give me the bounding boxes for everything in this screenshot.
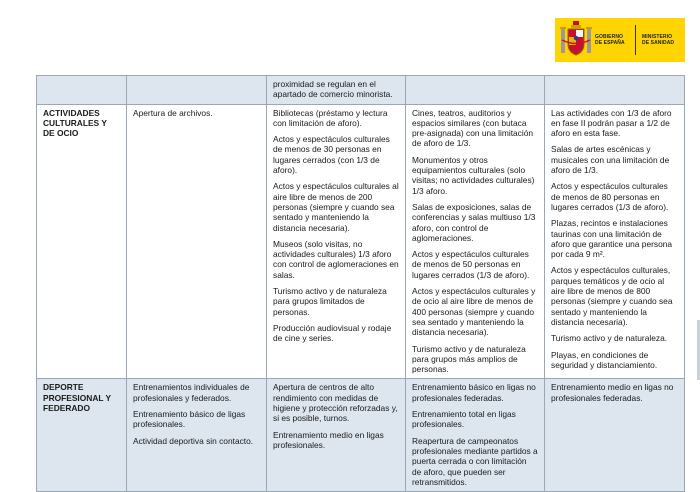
- table-row-continuation: [37, 76, 685, 105]
- cell-item: Actos y espectáculos culturales, parques temáticos y de ocio al aire libre de menos de 800 personas (siempre y cuando sea sentado y manteniendo la distancia necesaria).: [551, 265, 673, 327]
- cell-item: Monumentos y otros equipamientos culturales (solo visitas; no actividades culturales) 1/3 aforo.: [412, 154, 535, 196]
- cell-item: Salas de exposiciones, salas de conferencias y salas multiuso 1/3 aforo, con control de aglomeraciones.: [412, 201, 536, 243]
- table-cell: [267, 104, 406, 379]
- cell-item: Salas de artes escénicas y musicales con una limitación de aforo de 1/3.: [551, 144, 670, 176]
- cell-item: Actos y espectáculos culturales y de ocio al aire libre de menos de 400 personas (siempre y cuando sea sentado y manteniendo la distancia necesaria).: [412, 286, 536, 338]
- coat-of-arms-icon: [559, 20, 593, 60]
- cell-item: Actos y espectáculos culturales de menos de 30 personas en lugares cerrados (con 1/3 de aforo).: [273, 134, 390, 176]
- cell-item: Cines, teatros, auditorios y espacios similares (con butaca pre-asignada) con una limitación de aforo de 1/3.: [412, 107, 534, 149]
- category-label: DEPORTE PROFESIONAL Y FEDERADO: [43, 382, 111, 414]
- cell-item: Entrenamiento medio en ligas profesionales.: [273, 429, 384, 450]
- cell-item: Reapertura de campeonatos profesionales mediante partidos a puerta cerrada o con limitación de aforo, que pueden ser retransmitidos.: [412, 435, 538, 487]
- category-label: ACTIVIDADES CULTURALES Y DE OCIO: [43, 107, 107, 139]
- table-cell: [545, 76, 685, 105]
- cell-item: Turismo activo y de naturaleza para grupos limitados de personas.: [273, 286, 387, 317]
- logo-ministry-text: MINISTERIO DE SANIDAD: [642, 34, 675, 46]
- table-cell: [267, 379, 406, 492]
- cell-item: Plazas, recintos e instalaciones taurinas con una limitación de aforo que garantice una persona por cada 9 m².: [551, 218, 673, 260]
- cell-item: Entrenamiento básico de ligas profesionales.: [133, 409, 246, 430]
- cell-item: Apertura de archivos.: [133, 107, 213, 118]
- table-cell: [127, 104, 267, 379]
- cell-item: Actos y espectáculos culturales de menos de 80 personas en lugares cerrados (1/3 de aforo).: [551, 181, 669, 212]
- cell-item: Las actividades con 1/3 de aforo en fase II podrán pasar a 1/2 de aforo en esta fase.: [551, 107, 672, 139]
- table-row-cultural: [37, 104, 685, 379]
- cell-item: Museos (solo visitas, no actividades culturales) 1/3 aforo con control de aglomeraciones en salas.: [273, 238, 399, 280]
- table-cell: [127, 76, 267, 105]
- cell-item: Entrenamiento medio en ligas no profesionales federadas.: [551, 382, 674, 403]
- cell-item: Actos y espectáculos culturales de menos de 50 personas en lugares cerrados (1/3 de aforo).: [412, 249, 530, 280]
- category-cell: [37, 104, 127, 379]
- table-cell: [545, 379, 685, 492]
- table-cell: [127, 379, 267, 492]
- cell-item: Apertura de centros de alto rendimiento con medidas de higiene y protección reforzadas y, si es posible, turnos.: [273, 382, 398, 424]
- logo-divider: [635, 25, 636, 55]
- cell-item: Producción audiovisual y rodaje de cine y series.: [273, 322, 392, 344]
- category-cell: [37, 379, 127, 492]
- table-cell: [267, 76, 406, 105]
- table-cell: [406, 379, 545, 492]
- cell-item: Actos y espectáculos culturales al aire libre de menos de 200 personas (siempre y cuando sea sentado y manteniendo la distancia necesaria).: [273, 181, 399, 233]
- government-logo: [555, 18, 685, 62]
- cell-item: Entrenamientos individuales de profesionales y federados.: [133, 382, 250, 403]
- cell-item: Entrenamiento total en ligas profesionales.: [412, 409, 516, 430]
- phase-measures-table: [36, 75, 685, 492]
- table-cell: [406, 76, 545, 105]
- cell-item: Actividad deportiva sin contacto.: [133, 435, 254, 446]
- table-cell: [37, 76, 127, 105]
- table-row-sport: [37, 379, 685, 492]
- cell-item: Bibliotecas (préstamo y lectura con limitación de aforo).: [273, 107, 388, 128]
- cell-item: Entrenamiento básico en ligas no profesionales federadas.: [412, 382, 536, 403]
- table-cell: [406, 104, 545, 379]
- table-cell: [545, 104, 685, 379]
- cell-item: Playas, en condiciones de seguridad y distanciamiento.: [551, 349, 658, 370]
- cell-item: Turismo activo y de naturaleza.: [551, 333, 668, 344]
- cell-item: Turismo activo y de naturaleza para grupos más amplios de personas.: [412, 343, 526, 375]
- cell-text: proximidad se regulan en el apartado de comercio minorista.: [273, 79, 393, 100]
- logo-government-text: GOBIERNO DE ESPAÑA: [595, 34, 625, 46]
